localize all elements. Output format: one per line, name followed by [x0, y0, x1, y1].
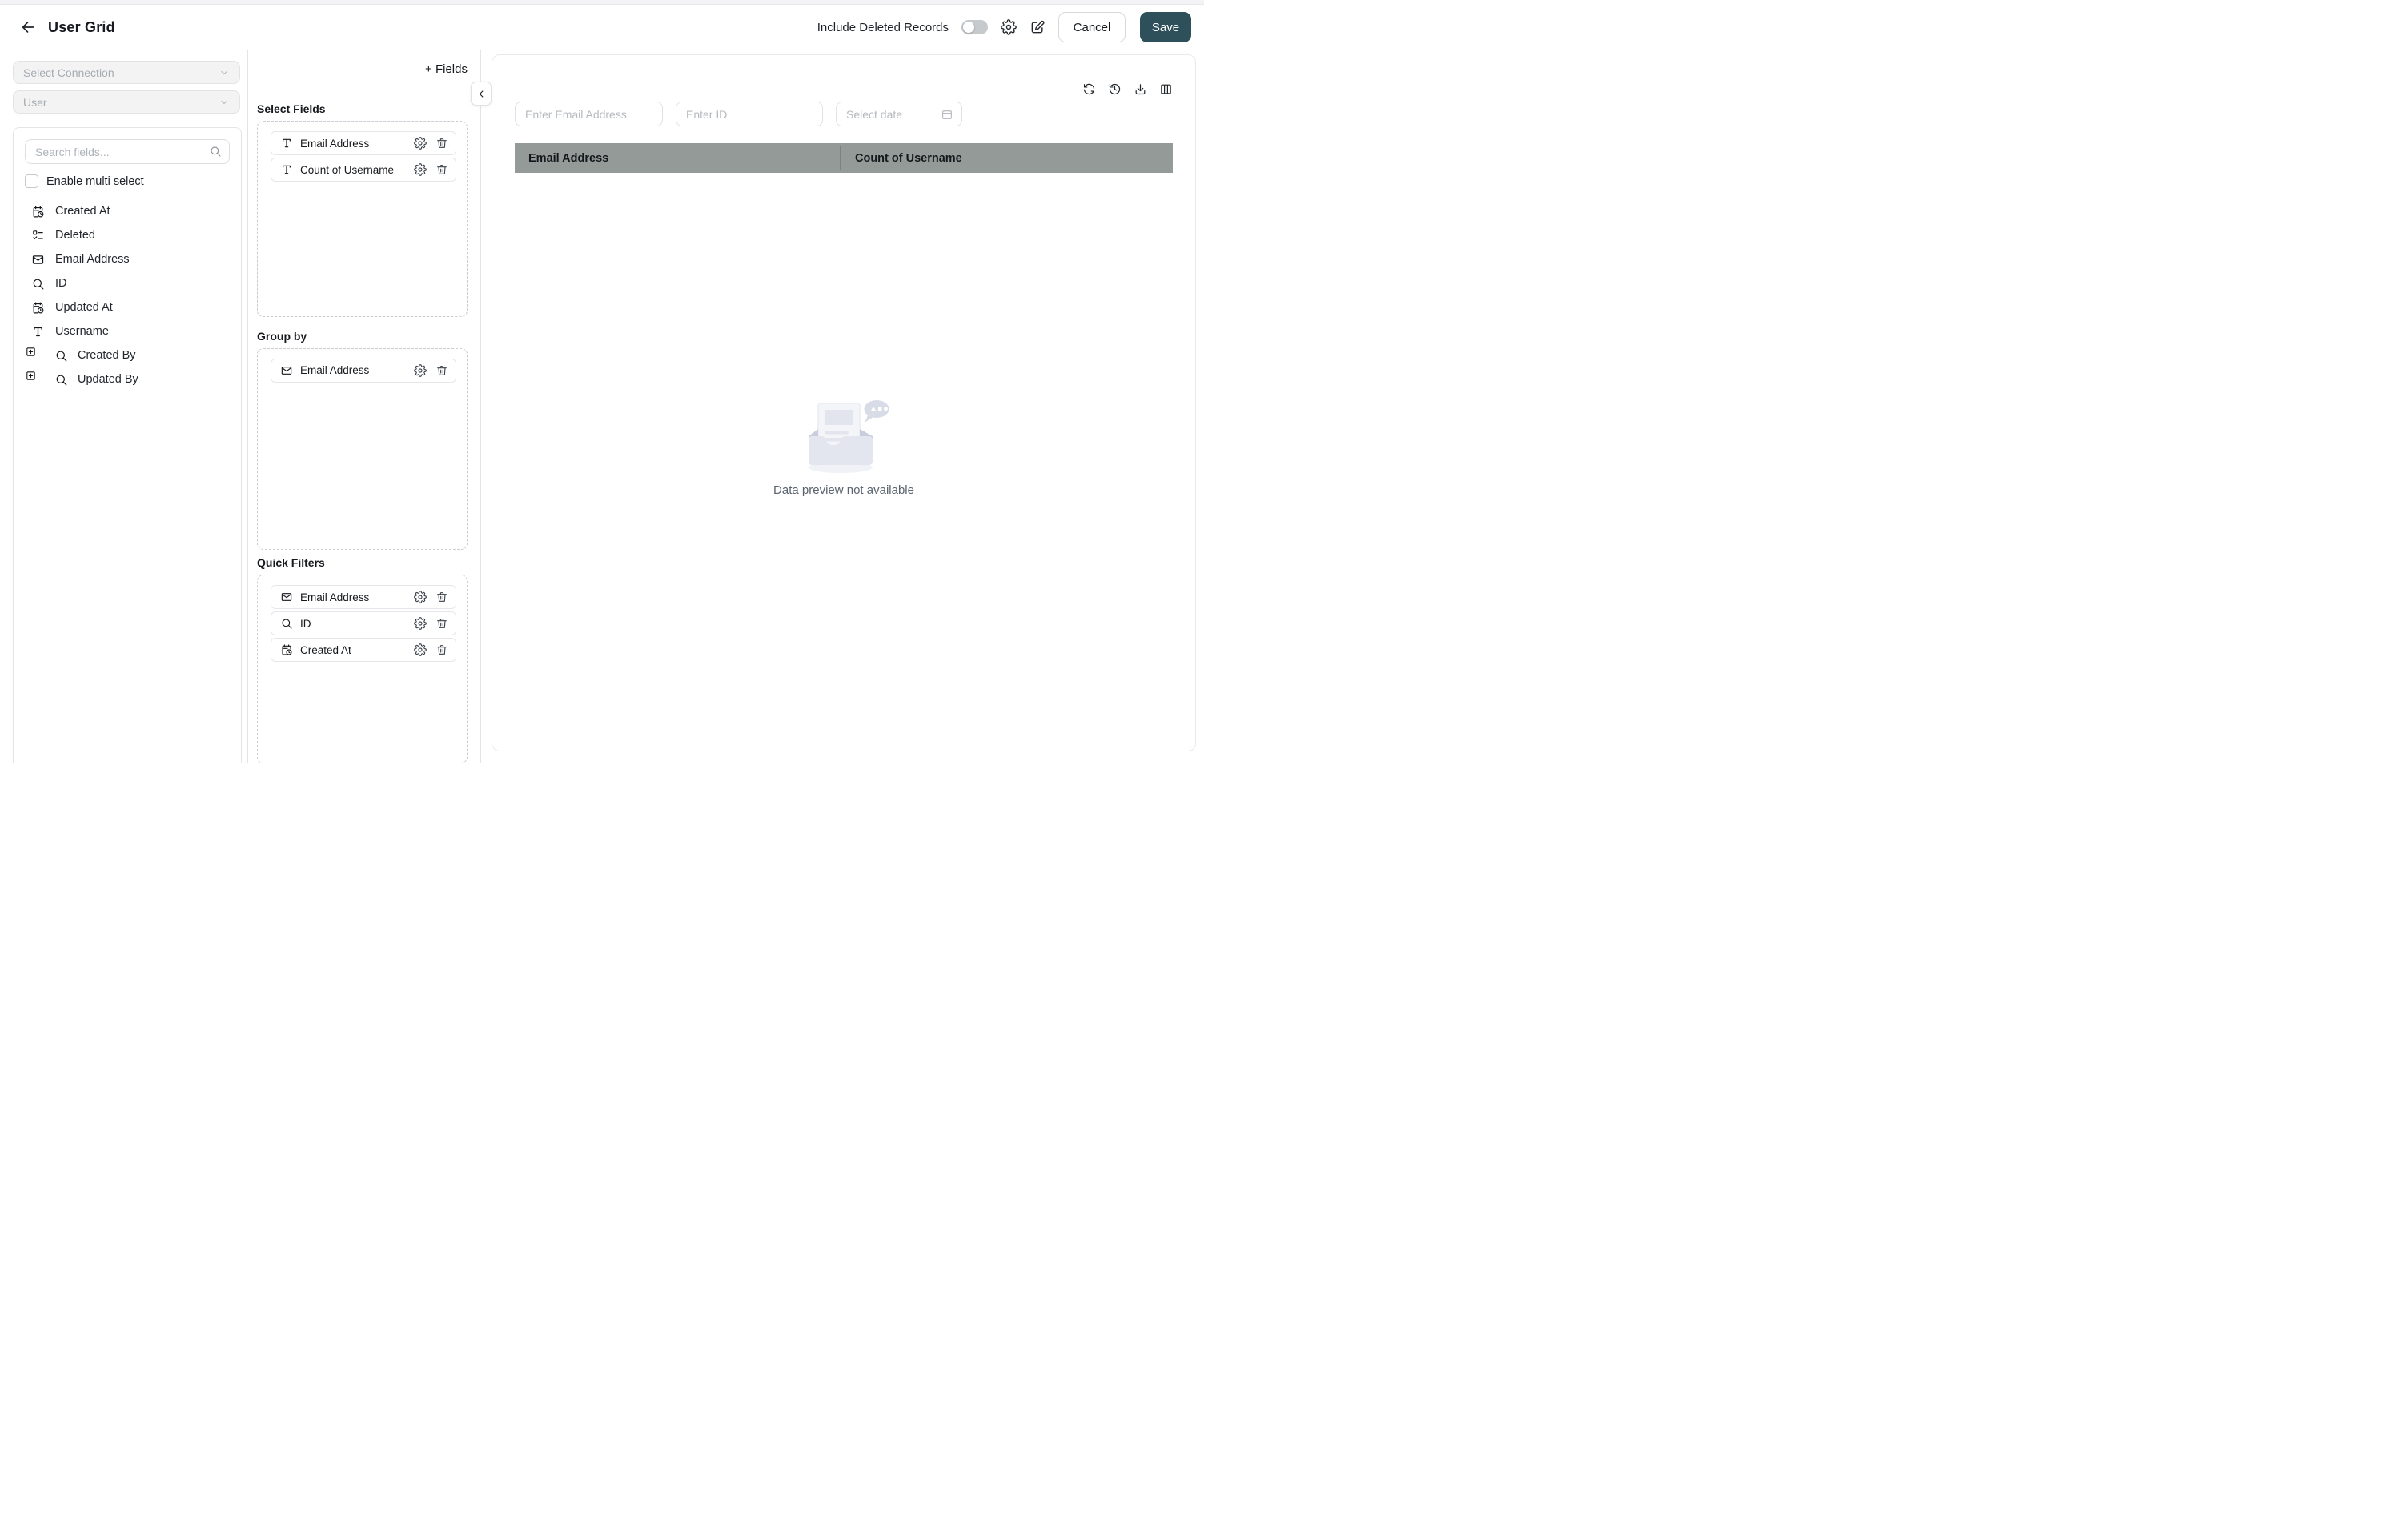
trash-icon[interactable] — [435, 137, 448, 150]
gear-icon[interactable] — [414, 163, 427, 176]
trash-icon[interactable] — [435, 163, 448, 176]
search-icon — [31, 277, 45, 291]
include-deleted-toggle[interactable] — [961, 20, 988, 34]
quick-filters-dropzone[interactable] — [257, 575, 468, 764]
trash-icon[interactable] — [435, 364, 448, 377]
back-button[interactable] — [18, 17, 38, 38]
table-select-value: User — [23, 95, 47, 109]
calendar-clock-icon — [31, 205, 45, 218]
search-icon — [209, 145, 222, 158]
column-header-email-address[interactable]: Email Address — [528, 151, 609, 165]
field-item-id[interactable]: ID — [25, 271, 230, 295]
search-icon — [280, 617, 293, 630]
section-title-group-by: Group by — [257, 329, 307, 343]
multi-select-checkbox[interactable] — [25, 174, 38, 188]
trash-icon[interactable] — [435, 643, 448, 656]
gear-icon[interactable] — [414, 137, 427, 150]
field-item-username[interactable]: Username — [25, 319, 230, 343]
email-filter-field — [515, 102, 663, 126]
download-icon[interactable] — [1134, 82, 1147, 96]
field-item-created-at[interactable]: Created At — [25, 199, 230, 223]
chevron-left-icon — [476, 89, 487, 99]
field-list — [25, 199, 230, 391]
header — [0, 5, 1204, 50]
refresh-icon[interactable] — [1082, 82, 1096, 96]
add-fields-button[interactable]: + Fields — [425, 62, 468, 76]
field-item-updated-at[interactable]: Updated At — [25, 295, 230, 319]
id-filter-field — [676, 102, 823, 126]
arrow-left-icon — [19, 18, 37, 36]
save-button[interactable]: Save — [1140, 12, 1191, 42]
mail-icon — [280, 591, 293, 603]
edit-button[interactable] — [1029, 19, 1045, 35]
email-filter-input[interactable] — [524, 107, 654, 122]
empty-inbox-illustration — [794, 399, 893, 475]
page-title: User Grid — [48, 18, 115, 35]
table-header-row — [515, 143, 1173, 173]
calendar-clock-icon — [280, 643, 293, 656]
gear-icon[interactable] — [414, 643, 427, 656]
preview-toolbar — [515, 82, 1173, 97]
field-item-created-by[interactable]: Created By — [25, 343, 230, 367]
mail-icon — [31, 253, 45, 267]
section-title-quick-filters: Quick Filters — [257, 556, 325, 570]
calendar-icon[interactable] — [941, 108, 953, 121]
content — [0, 50, 1204, 764]
checklist-icon — [31, 229, 45, 242]
chevron-down-icon — [219, 67, 230, 78]
trash-icon[interactable] — [435, 591, 448, 603]
date-filter-field — [836, 102, 962, 126]
fields-sidebar — [0, 50, 248, 764]
connection-select[interactable] — [13, 61, 240, 84]
type-icon — [31, 325, 45, 339]
app-window — [0, 0, 1204, 764]
data-preview-card — [492, 54, 1196, 751]
trash-icon[interactable] — [435, 617, 448, 630]
search-icon — [54, 349, 68, 363]
gear-icon — [1001, 19, 1017, 35]
gear-icon[interactable] — [414, 617, 427, 630]
connection-select-value: Select Connection — [23, 66, 114, 79]
field-item-updated-by[interactable]: Updated By — [25, 367, 230, 391]
search-icon — [54, 373, 68, 387]
multi-select-label: Enable multi select — [46, 174, 144, 188]
mail-icon — [280, 364, 293, 377]
select-fields-dropzone[interactable] — [257, 121, 468, 317]
expand-plus-icon[interactable] — [25, 370, 37, 382]
chip-created-at[interactable]: Created At — [271, 638, 456, 662]
date-filter-input[interactable] — [845, 107, 936, 122]
history-icon[interactable] — [1108, 82, 1122, 96]
empty-state — [515, 399, 1173, 497]
chip-email-address[interactable]: Email Address — [271, 585, 456, 609]
edit-icon — [1029, 19, 1045, 35]
settings-button[interactable] — [1001, 19, 1017, 35]
cancel-button[interactable]: Cancel — [1058, 12, 1126, 42]
toggle-knob — [963, 22, 974, 33]
query-builder-panel — [248, 50, 481, 764]
chip-count-of-username[interactable]: Count of Username — [271, 158, 456, 182]
section-title-select-fields: Select Fields — [257, 102, 326, 115]
quick-filter-row — [515, 102, 1173, 126]
field-item-email-address[interactable]: Email Address — [25, 247, 230, 271]
gear-icon[interactable] — [414, 364, 427, 377]
field-item-deleted[interactable]: Deleted — [25, 223, 230, 247]
gear-icon[interactable] — [414, 591, 427, 603]
type-icon — [280, 163, 293, 176]
search-fields-input[interactable] — [25, 139, 230, 164]
chevron-down-icon — [219, 97, 230, 108]
chip-email-address[interactable]: Email Address — [271, 131, 456, 155]
field-list-panel — [13, 127, 242, 764]
column-header-count-of-username[interactable]: Count of Username — [840, 146, 1173, 170]
table-select[interactable] — [13, 90, 240, 114]
include-deleted-label: Include Deleted Records — [817, 20, 949, 34]
group-by-dropzone[interactable] — [257, 348, 468, 550]
collapse-panel-button[interactable] — [471, 82, 492, 106]
chip-email-address[interactable]: Email Address — [271, 359, 456, 383]
columns-icon[interactable] — [1159, 82, 1173, 96]
type-icon — [280, 137, 293, 150]
chip-id[interactable]: ID — [271, 611, 456, 635]
id-filter-input[interactable] — [684, 107, 814, 122]
expand-plus-icon[interactable] — [25, 346, 37, 358]
empty-state-text: Data preview not available — [773, 483, 914, 497]
preview-area — [481, 50, 1204, 764]
calendar-clock-icon — [31, 301, 45, 315]
